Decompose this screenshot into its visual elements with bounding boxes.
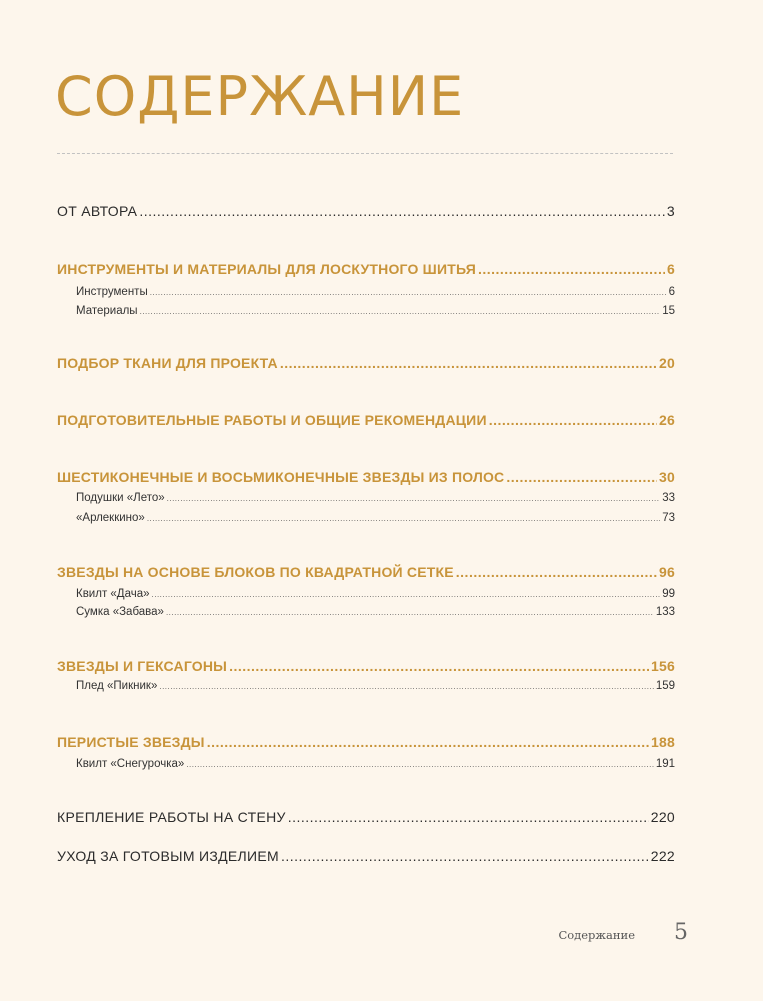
toc-entry-page: 33 xyxy=(662,492,675,504)
toc-entry xyxy=(57,588,675,600)
toc-entry-title: ПЕРИСТЫЕ ЗВЕЗДЫ xyxy=(57,734,205,750)
toc-entry-page: 30 xyxy=(659,469,675,485)
toc-entry-page: 99 xyxy=(662,588,675,600)
dot-leader xyxy=(456,564,657,580)
dot-leader xyxy=(167,494,661,503)
dot-leader xyxy=(150,288,667,297)
toc-entry-page: 220 xyxy=(650,809,675,825)
toc-entry-page: 191 xyxy=(655,758,675,770)
toc-entry-title: Плед «Пикник» xyxy=(76,680,158,692)
toc-entry-page: 156 xyxy=(651,658,675,674)
toc-entry xyxy=(57,355,675,371)
dot-leader xyxy=(506,469,657,485)
toc-entry-page: 3 xyxy=(666,203,675,219)
toc-entry xyxy=(57,469,675,485)
page-number: 5 xyxy=(674,920,688,945)
toc-entry-page: 15 xyxy=(662,305,675,317)
dot-leader xyxy=(152,590,661,599)
toc-entry-title: Сумка «Забава» xyxy=(76,606,164,618)
toc-entry-title: ОТ АВТОРА xyxy=(57,203,138,219)
toc-entry-title: ПОДБОР ТКАНИ ДЛЯ ПРОЕКТА xyxy=(57,355,278,371)
dot-leader xyxy=(147,514,660,523)
toc-entry-title: ПОДГОТОВИТЕЛЬНЫЕ РАБОТЫ И ОБЩИЕ РЕКОМЕНДАЦИИ xyxy=(57,412,487,428)
toc-entry xyxy=(57,512,675,524)
dot-leader xyxy=(280,355,657,371)
dot-leader xyxy=(159,682,653,691)
dot-leader xyxy=(186,760,654,769)
toc-entry-title: Подушки «Лето» xyxy=(76,492,165,504)
dot-leader xyxy=(166,608,654,617)
toc-entry xyxy=(57,758,675,770)
toc-entry xyxy=(57,412,675,428)
toc-entry-title: Материалы xyxy=(76,305,138,317)
running-footer-label: Содержание xyxy=(558,928,635,942)
toc-entry-page: 6 xyxy=(667,261,675,277)
toc-entry xyxy=(57,606,675,618)
toc-entry-page: 6 xyxy=(668,286,675,298)
toc-entry-page: 159 xyxy=(655,680,675,692)
toc-entry-title: Квилт «Дача» xyxy=(76,588,150,600)
toc-entry-title: УХОД ЗА ГОТОВЫМ ИЗДЕЛИЕМ xyxy=(57,848,279,864)
page-title: СОДЕРЖАНИЕ xyxy=(55,65,465,128)
toc-entry-title: ИНСТРУМЕНТЫ И МАТЕРИАЛЫ ДЛЯ ЛОСКУТНОГО ШИТЬЯ xyxy=(57,261,476,277)
toc-entry xyxy=(57,305,675,317)
toc-entry-title: «Арлеккино» xyxy=(76,512,145,524)
toc-entry-page: 20 xyxy=(659,355,675,371)
toc-entry xyxy=(57,286,675,298)
toc-entry-title: ШЕСТИКОНЕЧНЫЕ И ВОСЬМИКОНЕЧНЫЕ ЗВЕЗДЫ ИЗ ПОЛОС xyxy=(57,469,505,485)
toc-entry-page: 26 xyxy=(659,412,675,428)
toc-entry xyxy=(57,203,675,219)
title-divider xyxy=(57,153,673,154)
dot-leader xyxy=(140,307,661,316)
toc-entry xyxy=(57,734,675,750)
dot-leader xyxy=(281,848,649,864)
dot-leader xyxy=(229,658,649,674)
dot-leader xyxy=(207,734,649,750)
toc-entry-page: 133 xyxy=(655,606,675,618)
toc-entry xyxy=(57,680,675,692)
toc-entry xyxy=(57,564,675,580)
toc-entry-title: ЗВЕЗДЫ НА ОСНОВЕ БЛОКОВ ПО КВАДРАТНОЙ СЕТКЕ xyxy=(57,564,454,580)
dot-leader xyxy=(489,412,657,428)
toc-entry xyxy=(57,492,675,504)
toc-entry xyxy=(57,261,675,277)
toc-entry xyxy=(57,809,675,825)
toc-entry-title: Квилт «Снегурочка» xyxy=(76,758,185,770)
toc-entry-page: 96 xyxy=(659,564,675,580)
toc-entry-page: 188 xyxy=(651,734,675,750)
toc-entry-title: КРЕПЛЕНИЕ РАБОТЫ НА СТЕНУ xyxy=(57,809,286,825)
dot-leader xyxy=(288,809,649,825)
toc-entry-title: ЗВЕЗДЫ И ГЕКСАГОНЫ xyxy=(57,658,228,674)
toc-entry-page: 222 xyxy=(650,848,675,864)
toc-entry xyxy=(57,848,675,864)
dot-leader xyxy=(478,261,665,277)
toc-entry-page: 73 xyxy=(662,512,675,524)
toc-entry xyxy=(57,658,675,674)
dot-leader xyxy=(139,203,665,219)
toc-entry-title: Инструменты xyxy=(76,286,148,298)
